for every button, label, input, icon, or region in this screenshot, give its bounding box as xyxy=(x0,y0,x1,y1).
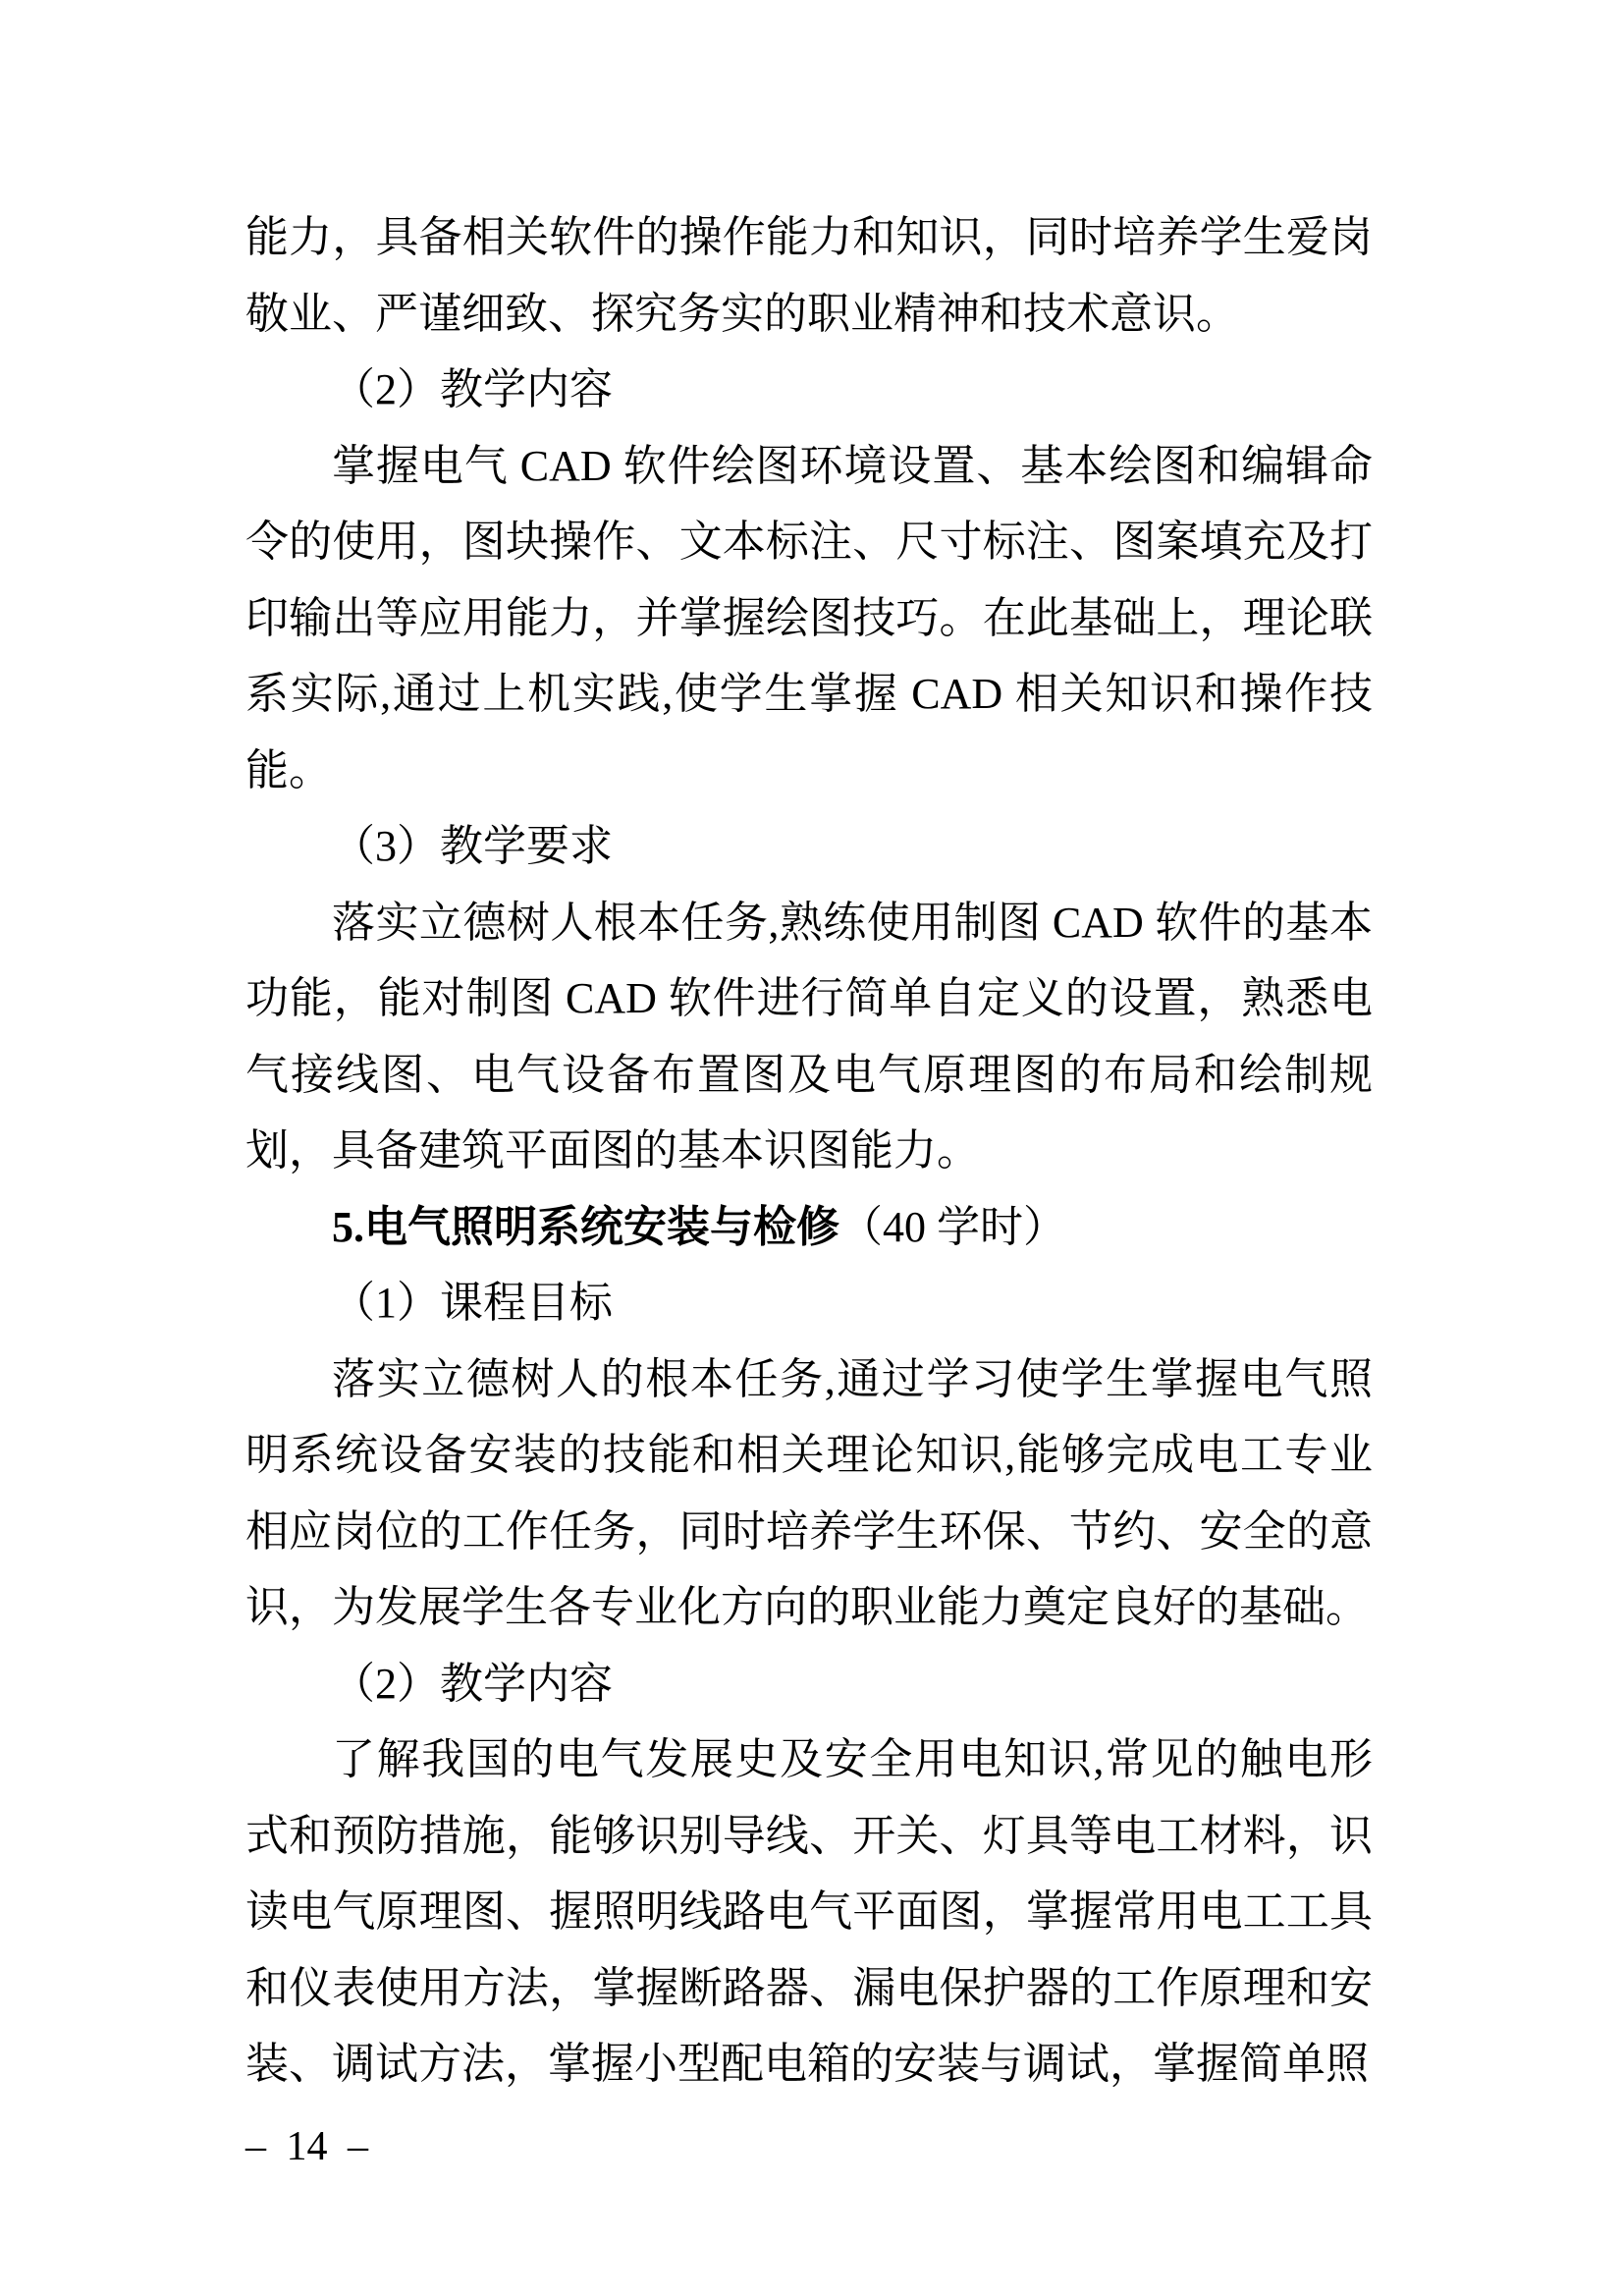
subheading-teaching-requirements-3: （3）教学要求 xyxy=(332,822,613,870)
document-body xyxy=(245,199,1373,2103)
subheading-course-objectives-1: （1）课程目标 xyxy=(332,1279,613,1327)
subheading-teaching-content-2b: （2）教学内容 xyxy=(332,1659,613,1708)
section-heading-course-5-title: 5.电气照明系统安装与检修 xyxy=(332,1202,839,1251)
section-heading-course-5-hours: （40 学时） xyxy=(839,1202,1066,1251)
subheading-teaching-content-2: （2）教学内容 xyxy=(332,365,613,413)
paragraph-lighting-teaching-content: 了解我国的电气发展史及安全用电知识,常见的触电形式和预防措施，能够识别导线、开关、灯具等电工材料，识读电气原理图、握照明线路电气平面图，掌握常用电工工具和仪表使用方法，掌握断路器、漏电保护器的工作原理和安装、调试方法，掌握小型配电箱的安装与调试，掌握简单照 xyxy=(245,1735,1373,2088)
paragraph-lighting-course-objectives: 落实立德树人的根本任务,通过学习使学生掌握电气照明系统设备安装的技能和相关理论知识,能够完成电工专业相应岗位的工作任务，同时培养学生环保、节约、安全的意识，为发展学生各专业化方向的职业能力奠定良好的基础。 xyxy=(245,1354,1373,1631)
page-number: – 14 – xyxy=(245,2124,368,2169)
section-heading-course-5 xyxy=(245,1189,1373,1266)
paragraph-continuation: 能力，具备相关软件的操作能力和知识，同时培养学生爱岗敬业、严谨细致、探究务实的职业精神和技术意识。 xyxy=(245,213,1373,338)
paragraph-cad-teaching-requirements: 落实立德树人根本任务,熟练使用制图 CAD 软件的基本功能，能对制图 CAD 软件进行简单自定义的设置，熟悉电气接线图、电气设备布置图及电气原理图的布局和绘制规划，具备建筑平面图的基本识图能力。 xyxy=(245,898,1373,1175)
paragraph-cad-teaching-content: 掌握电气 CAD 软件绘图环境设置、基本绘图和编辑命令的使用，图块操作、文本标注、尺寸标注、图案填充及打印输出等应用能力，并掌握绘图技巧。在此基础上，理论联系实际,通过上机实践,使学生掌握 CAD 相关知识和操作技能。 xyxy=(245,441,1373,794)
